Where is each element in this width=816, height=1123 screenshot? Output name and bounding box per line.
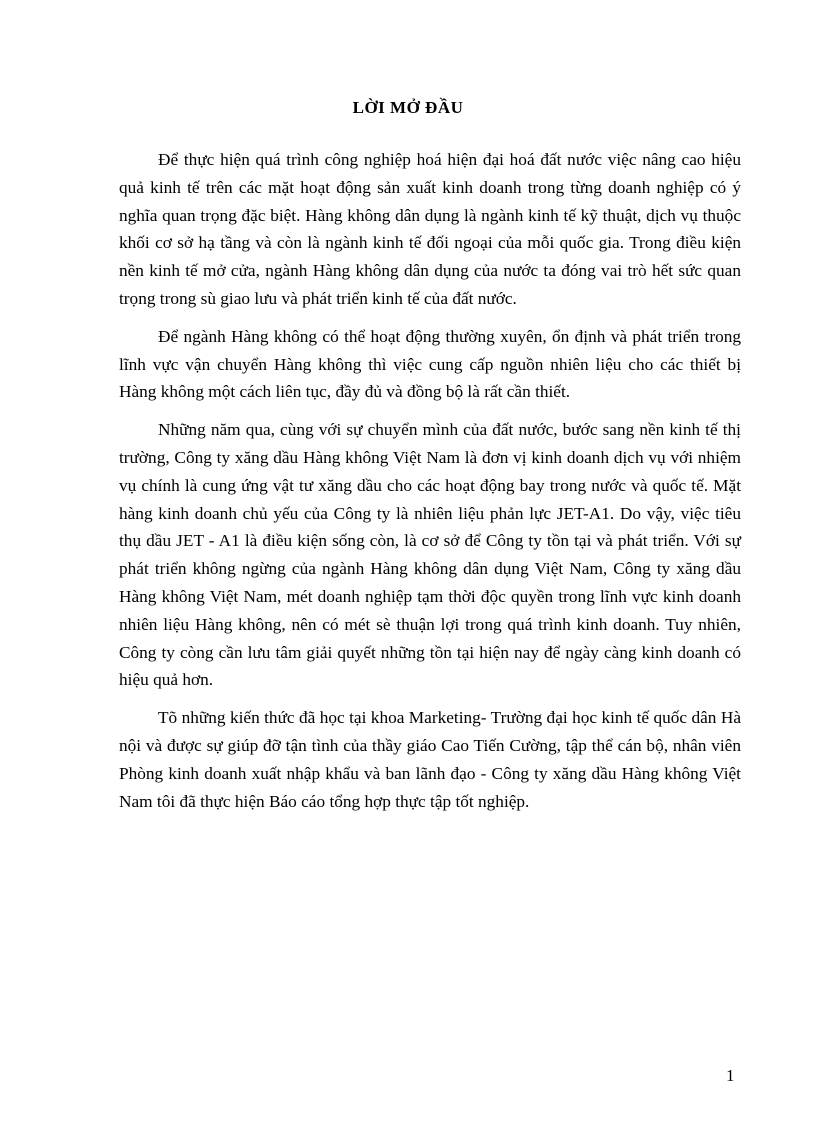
paragraph-1: Để thực hiện quá trình công nghiệp hoá hiện đại hoá đất nước việc nâng cao hiệu quả kinh tế trên các mặt hoạt động sản xuất kinh doanh trong từng doanh nghiệp có ý nghĩa quan trọng đặc biệt. Hàng không dân dụng là ngành kinh tế kỹ thuật, dịch vụ thuộc khối cơ sở hạ tầng và còn là ngành kinh tế đối ngoại của mỗi quốc gia. Trong điều kiện nền kinh tế mở cửa, ngành Hàng không dân dụng của nước ta đóng vai trò hết sức quan trọng trong sù giao lưu và phát triển kinh tế của đất nước. [119, 150, 741, 308]
page-number: 1 [726, 1066, 735, 1085]
page-title: LỜI MỞ ĐẦU [352, 98, 464, 117]
document-body [119, 146, 741, 825]
paragraph-2: Để ngành Hàng không có thể hoạt động thường xuyên, ổn định và phát triển trong lĩnh vực vận chuyển Hàng không thì việc cung cấp nguồn nhiên liệu cho các thiết bị Hàng không một cách liên tục, đầy đủ và đồng bộ là rất cần thiết. [119, 326, 741, 402]
paragraph-4: Tõ những kiến thức đã học tại khoa Marketing- Trường đại học kinh tế quốc dân Hà nội và được sự giúp đỡ tận tình của thầy giáo Cao Tiến Cường, tập thể cán bộ, nhân viên Phòng kinh doanh xuất nhập khẩu và ban lãnh đạo - Công ty xăng dầu Hàng không Việt Nam tôi đã thực hiện Báo cáo tổng hợp thực tập tốt nghiệp. [119, 708, 741, 811]
paragraph-3: Những năm qua, cùng với sự chuyển mình của đất nước, bước sang nền kinh tế thị trường, Công ty xăng dầu Hàng không Việt Nam là đơn vị kinh doanh dịch vụ với nhiệm vụ chính là cung ứng vật tư xăng dầu cho các hoạt động bay trong nước và quốc tế. Mặt hàng kinh doanh chủ yếu của Công ty là nhiên liệu phản lực JET-A1. Do vậy, việc tiêu thụ dầu JET - A1 là điều kiện sống còn, là cơ sở để Công ty tồn tại và phát triển. Với sự phát triển không ngừng của ngành Hàng không dân dụng Việt Nam, Công ty xăng dầu Hàng không Việt Nam, mét doanh nghiệp tạm thời độc quyền trong lĩnh vực kinh doanh nhiên liệu Hàng không, nên có mét sè thuận lợi trong quá trình kinh doanh. Tuy nhiên, Công ty còng cần lưu tâm giải quyết những tồn tại hiện nay để ngày càng kinh doanh có hiệu quả hơn. [119, 420, 741, 690]
